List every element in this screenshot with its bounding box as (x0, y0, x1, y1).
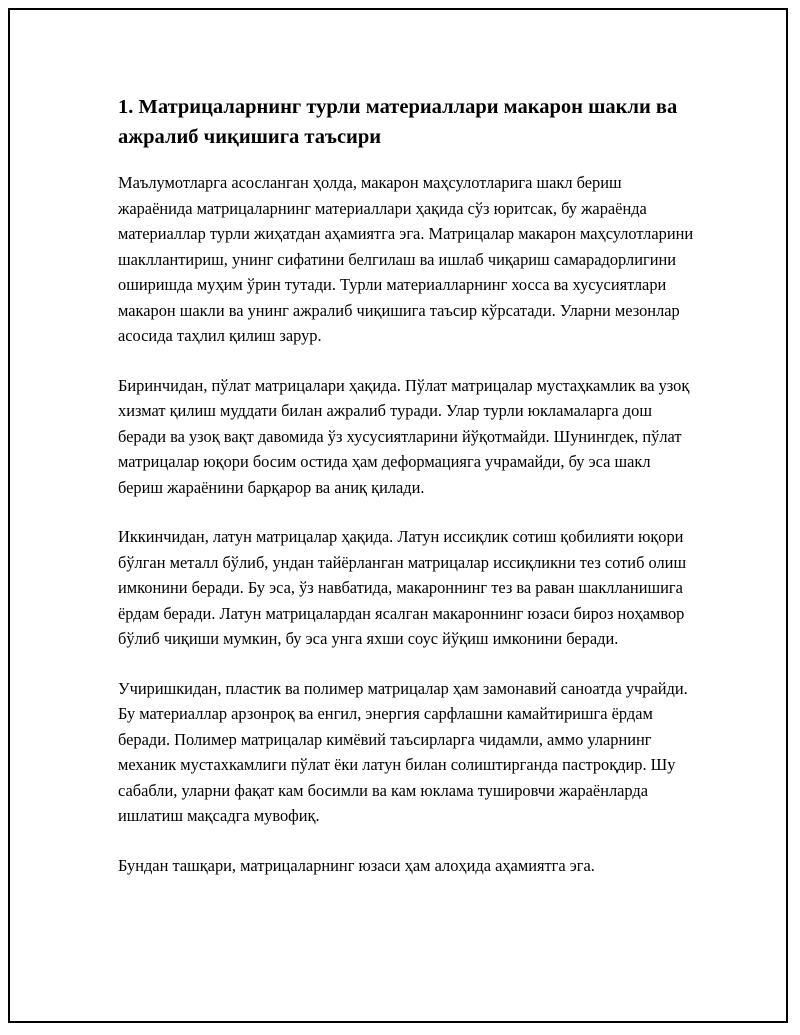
paragraph-intro: Маълумотларга асосланган ҳолда, макарон маҳсулотларига шакл бериш жараёнида матрицаларнинг материаллари ҳақида сўз юритсак, бу жараёнда материаллар турли жиҳатдан аҳамиятга эга. Матрицалар макарон маҳсулотларини шакллантириш, унинг сифатини белгилаш ва ишлаб чиқариш самарадорлигини оширишда муҳим ўрин тутади. Турли материалларнинг хосса ва хусусиятлари макарон шакли ва унинг ажралиб чиқишига таъсир кўрсатади. Уларни мезонлар асосида таҳлил қилиш зарур. (118, 173, 694, 345)
paragraph-brass-matrices: Иккинчидан, латун матрицалар ҳақида. Латун иссиқлик сотиш қобилияти юқори бўлган металл бўлиб, ундан тайёрланган матрицалар иссиқликни тез сотиб олиш имконини беради. Бу эса, ўз навбатида, макароннинг тез ва раван шаклланишига ёрдам беради. Латун матрицалардан ясалган макароннинг юзаси бироз ноҳамвор бўлиб чиқиши мумкин, бу эса унга яхши соус йўқиш имконини беради. (118, 527, 687, 648)
paragraph-polymer-matrices: Учиришкидан, пластик ва полимер матрицалар ҳам замонавий саноатда учрайди. Бу материаллар арзонроқ ва енгил, энергия сарфлашни камайтиришга ёрдам беради. Полимер матрицалар кимёвий таъсирларга чидамли, аммо уларнинг механик мустахкамлиги пўлат ёки латун билан солиштирганда пастроқдир. Шу сабабли, уларни фақат кам босимли ва кам юклама тушировчи жараёнларда ишлатиш мақсадга мувофиқ. (118, 678, 688, 825)
paragraph-steel-matrices: Биринчидан, пўлат матрицалари ҳақида. Пўлат матрицалар мустаҳкамлик ва узоқ хизмат қилиш муддати билан ажралиб туради. Улар турли юкламаларга дош беради ва узоқ вақт давомида ўз хусусиятларини йўқотмайди. Шунингдек, пўлат матрицалар юқори босим остида ҳам деформацияга учрамайди, бу эса шакл бериш жараёнини барқарор ва аниқ қилади. (118, 375, 690, 497)
document-body (118, 92, 698, 902)
section-heading: 1. Матрицаларнинг турли материаллари макарон шакли ва ажралиб чиқишига таъсири (118, 96, 678, 148)
paragraph-surface: Бундан ташқари, матрицаларнинг юзаси ҳам алоҳида аҳамиятга эга. (118, 855, 595, 875)
